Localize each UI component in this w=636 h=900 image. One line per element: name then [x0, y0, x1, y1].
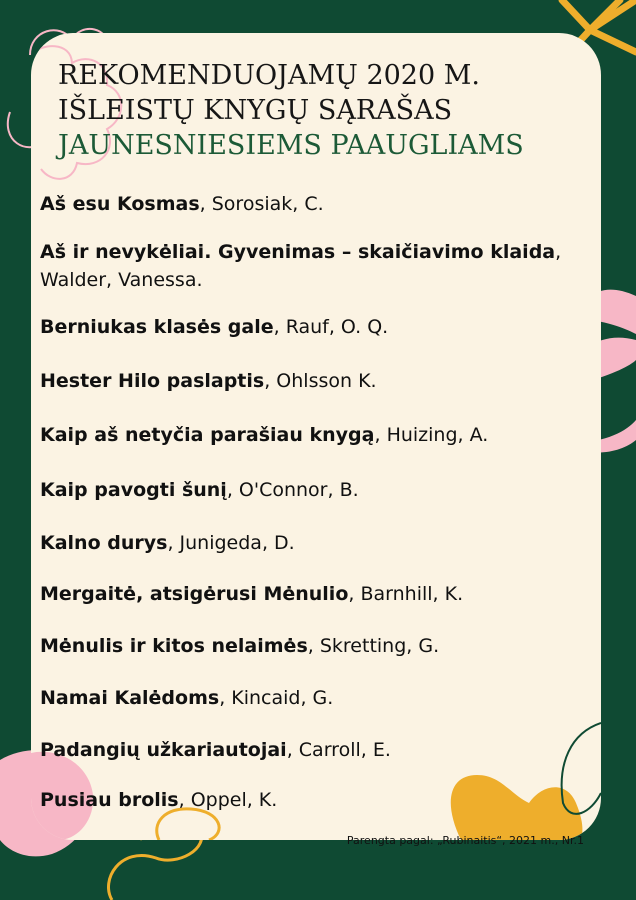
book-item — [40, 476, 600, 504]
book-item — [40, 190, 600, 218]
title-line-1: REKOMENDUOJAMŲ 2020 M. — [58, 60, 480, 91]
book-title: Namai Kalėdoms — [40, 687, 220, 709]
book-item — [40, 529, 600, 557]
title-line-2: IŠLEISTŲ KNYGŲ SĄRAŠAS — [58, 95, 453, 126]
book-author: , Walder, Vanessa. — [40, 241, 562, 291]
book-item — [40, 421, 600, 449]
book-item — [40, 238, 600, 294]
book-title: Kalno durys — [40, 532, 168, 554]
book-author: , Huizing, A. — [374, 424, 489, 446]
book-item — [40, 580, 600, 608]
book-title: Berniukas klasės gale — [40, 316, 274, 338]
book-author: , Skretting, G. — [307, 635, 440, 657]
book-item — [40, 684, 600, 712]
book-title: Aš esu Kosmas — [40, 193, 200, 215]
title-line-3: JAUNESNIESIEMS PAAUGLIAMS — [58, 130, 524, 161]
book-title: Mergaitė, atsigėrusi Mėnulio — [40, 583, 349, 605]
book-title: Kaip aš netyčia parašiau knygą — [40, 424, 375, 446]
book-author: , Oppel, K. — [178, 789, 278, 811]
book-author: , O'Connor, B. — [226, 479, 359, 501]
page-title — [58, 58, 524, 163]
book-author: , Carroll, E. — [286, 739, 391, 761]
book-author: , Rauf, O. Q. — [273, 316, 389, 338]
book-title: Pusiau brolis — [40, 789, 179, 811]
book-author: , Sorosiak, C. — [199, 193, 324, 215]
book-author: , Ohlsson K. — [264, 370, 377, 392]
book-title: Padangių užkariautojai — [40, 739, 287, 761]
source-credit: Parengta pagal: „Rubinaitis“, 2021 m., Nr.1 — [346, 834, 584, 847]
book-item — [40, 632, 600, 660]
book-item — [40, 786, 600, 814]
book-item — [40, 367, 600, 395]
book-item — [40, 313, 600, 341]
book-author: , Kincaid, G. — [219, 687, 334, 709]
book-title: Kaip pavogti šunį — [40, 479, 227, 501]
book-title: Mėnulis ir kitos nelaimės — [40, 635, 308, 657]
book-title: Hester Hilo paslaptis — [40, 370, 265, 392]
book-title: Aš ir nevykėliai. Gyvenimas – skaičiavimo klaida — [40, 241, 556, 263]
book-item — [40, 736, 600, 764]
book-author: , Junigeda, D. — [167, 532, 295, 554]
book-author: , Barnhill, K. — [348, 583, 464, 605]
